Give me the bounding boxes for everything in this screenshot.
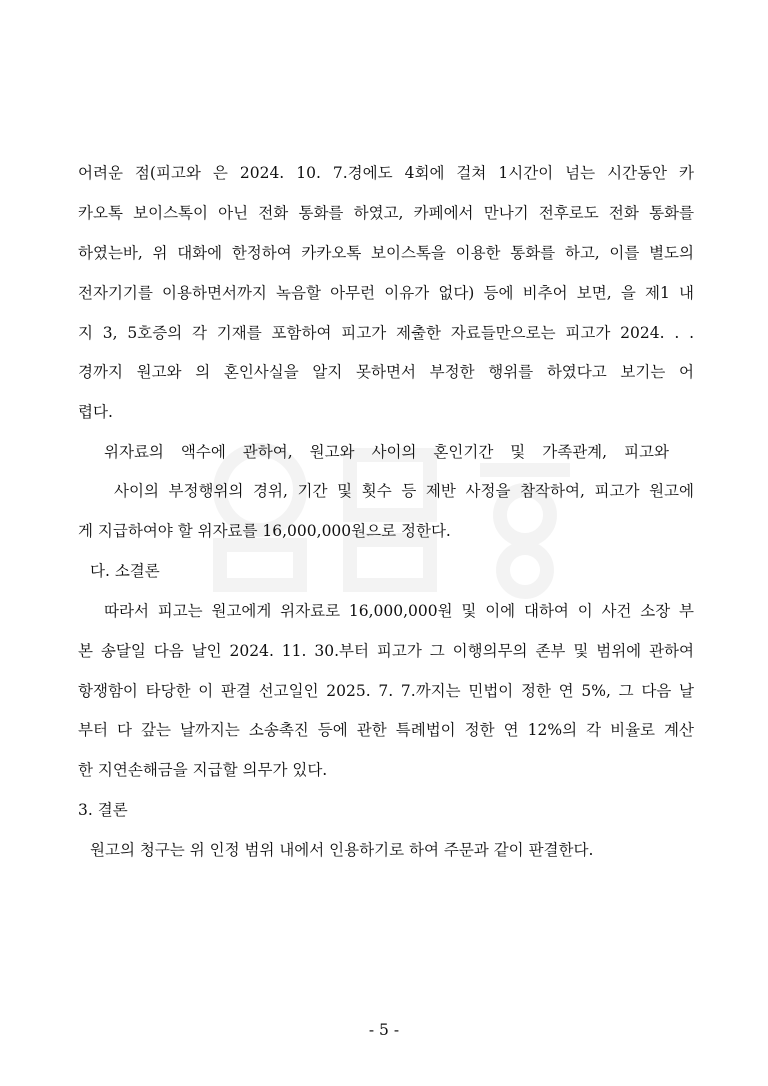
paragraph-line: 위자료의 액수에 관하여, 원고와 사이의 혼인기간 및 가족관계, 피고와 bbox=[104, 443, 669, 461]
paragraph-line: 본 송달일 다음 날인 2024. 11. 30.부터 피고가 그 이행의무의 존부 및 범위에 관하여 bbox=[78, 642, 694, 660]
paragraph-line: 하였는바, 위 대화에 한정하여 카카오톡 보이스톡을 이용한 통화를 하고, 이를 별도의 bbox=[78, 244, 694, 262]
paragraph-line: 한 지연손해금을 지급할 의무가 있다. bbox=[78, 761, 328, 779]
section-heading: 다. 소결론 bbox=[90, 562, 160, 580]
paragraph-line: 경까지 원고와 의 혼인사실을 알지 못하면서 부정한 행위를 하였다고 보기는 어 bbox=[78, 363, 694, 381]
paragraph-line: 어려운 점(피고와 은 2024. 10. 7.경에도 4회에 걸쳐 1시간이 넘는 시간동안 카 bbox=[78, 164, 694, 182]
paragraph-line: 부터 다 갚는 날까지는 소송촉진 등에 관한 특례법이 정한 연 12%의 각 비율로 계산 bbox=[78, 721, 694, 739]
paragraph-line: 카오톡 보이스톡이 아닌 전화 통화를 하였고, 카페에서 만나기 전후로도 전화 통화를 bbox=[78, 204, 694, 222]
paragraph-line: 지 3, 5호증의 각 기재를 포함하여 피고가 제출한 자료들만으로는 피고가 2024. . . bbox=[78, 324, 694, 342]
paragraph-line: 전자기기를 이용하면서까지 녹음할 아무런 이유가 없다) 등에 비추어 보면, 을 제1 내 bbox=[78, 284, 694, 302]
paragraph-line: 항쟁함이 타당한 이 판결 선고일인 2025. 7. 7.까지는 민법이 정한 연 5%, 그 다음 날 bbox=[78, 682, 694, 700]
paragraph-line: 렵다. bbox=[78, 403, 113, 421]
paragraph-line: 사이의 부정행위의 경위, 기간 및 횟수 등 제반 사정을 참작하여, 피고가 원고에 bbox=[114, 482, 694, 500]
section-heading: 3. 결론 bbox=[78, 801, 128, 819]
page-number: - 5 - bbox=[368, 1021, 400, 1039]
paragraph-line: 원고의 청구는 위 인정 범위 내에서 인용하기로 하여 주문과 같이 판결한다. bbox=[90, 841, 594, 859]
paragraph-line: 게 지급하여야 할 위자료를 16,000,000원으로 정한다. bbox=[78, 522, 451, 540]
paragraph-line: 따라서 피고는 원고에게 위자료로 16,000,000원 및 이에 대하여 이 사건 소장 부 bbox=[104, 602, 694, 620]
